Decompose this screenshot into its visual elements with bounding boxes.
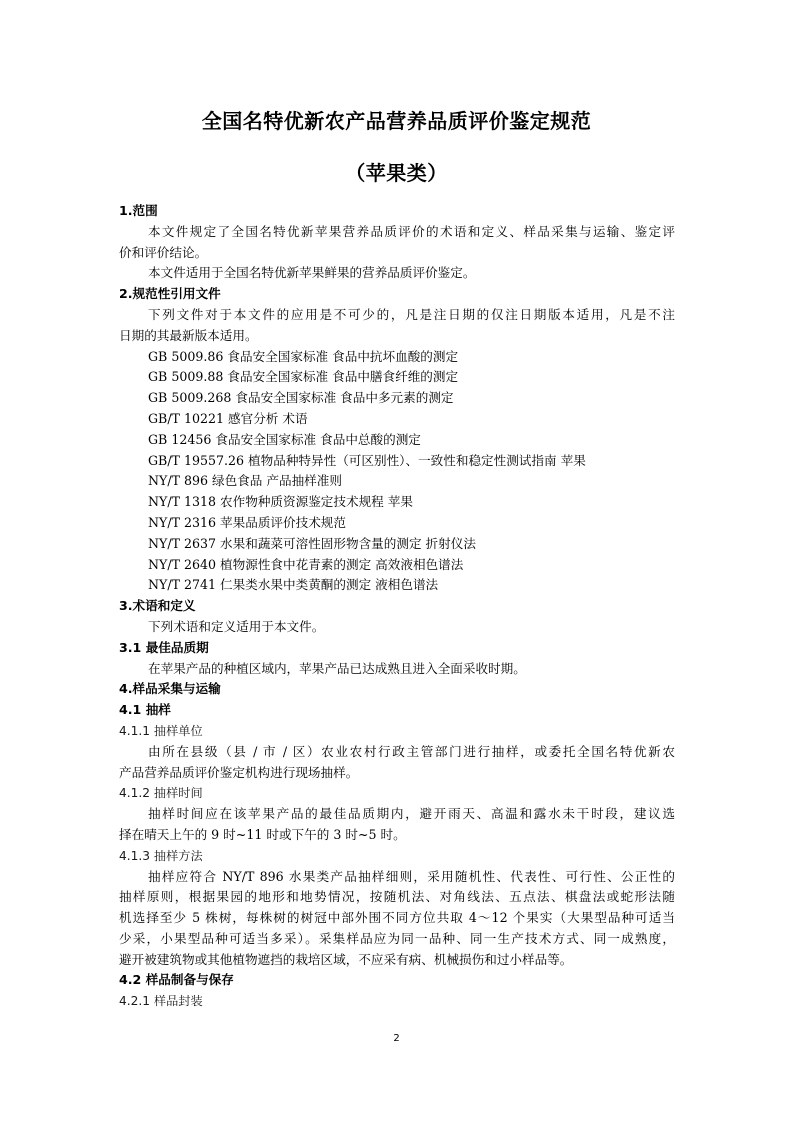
page-number: 2: [393, 1033, 400, 1044]
paragraph: 抽样应符合 NY/T 896 水果类产品抽样细则，采用随机性、代表性、可行性、公正性的: [148, 868, 675, 884]
document-title: 全国名特优新农产品营养品质评价鉴定规范: [201, 109, 592, 133]
paragraph: 本文件适用于全国名特优新苹果鲜果的营养品质评价鉴定。: [148, 265, 476, 281]
paragraph: 机选择至少 5 株树，每株树的树冠中部外围不同方位共取 4～12 个果实（大果型品种可适当: [119, 910, 675, 926]
paragraph: 日期的其最新版本适用。: [119, 327, 258, 343]
paragraph: 下列文件对于本文件的应用是不可少的，凡是注日期的仅注日期版本适用，凡是不注: [148, 306, 675, 322]
section-heading-1: 1.范围: [119, 203, 158, 218]
reference-item: GB 5009.268 食品安全国家标准 食品中多元素的测定: [148, 390, 454, 406]
paragraph: 避开被建筑物或其他植物遮挡的栽培区域，不应采有病、机械损伤和过小样品等。: [119, 951, 573, 967]
reference-item: GB/T 10221 感官分析 术语: [148, 410, 308, 426]
paragraph: 择在晴天上午的 9 时~11 时或下午的 3 时~5 时。: [119, 826, 406, 842]
reference-item: NY/T 896 绿色食品 产品抽样准则: [148, 473, 342, 489]
section-heading-4-1-3: 4.1.3 抽样方法: [119, 848, 203, 863]
reference-item: NY/T 2637 水果和蔬菜可溶性固形物含量的测定 折射仪法: [148, 535, 476, 551]
document-body: [119, 201, 675, 1012]
document-subtitle: （苹果类）: [345, 161, 448, 185]
paragraph: 价和评价结论。: [119, 244, 208, 260]
section-heading-4-1-2: 4.1.2 抽样时间: [119, 786, 203, 801]
paragraph: 下列术语和定义适用于本文件。: [148, 618, 325, 634]
section-heading-3: 3.术语和定义: [119, 598, 196, 614]
paragraph: 由所在县级（县 / 市 / 区）农业农村行政主管部门进行抽样，或委托全国名特优新农: [148, 743, 675, 759]
section-heading-4-2-1: 4.2.1 样品封装: [119, 994, 203, 1009]
reference-item: NY/T 2640 植物源性食中花青素的测定 高效液相色谱法: [148, 556, 464, 572]
paragraph: 抽样原则，根据果园的地形和地势情况，按随机法、对角线法、五点法、棋盘法或蛇形法随: [119, 889, 675, 905]
reference-item: NY/T 2316 苹果品质评价技术规范: [148, 514, 346, 530]
section-heading-4: 4.样品采集与运输: [119, 681, 221, 697]
paragraph: 少采，小果型品种可适当多采）。采集样品应为同一品种、同一生产技术方式、同一成熟度，: [119, 930, 675, 946]
section-heading-4-1: 4.1 抽样: [119, 702, 171, 718]
paragraph: 在苹果产品的种植区域内，苹果产品已达成熟且进入全面采收时期。: [148, 660, 526, 676]
section-heading-4-2: 4.2 样品制备与保存: [119, 972, 234, 988]
reference-item: GB 12456 食品安全国家标准 食品中总酸的测定: [148, 431, 421, 447]
paragraph: 抽样时间应在该苹果产品的最佳品质期内，避开雨天、高温和露水未干时段，建议选: [148, 806, 675, 822]
paragraph: 本文件规定了全国名特优新苹果营养品质评价的术语和定义、样品采集与运输、鉴定评: [148, 223, 675, 239]
reference-item: GB 5009.86 食品安全国家标准 食品中抗坏血酸的测定: [148, 348, 459, 364]
reference-item: GB/T 19557.26 植物品种特异性（可区别性）、一致性和稳定性测试指南 苹果: [148, 452, 586, 468]
reference-item: NY/T 2741 仁果类水果中类黄酮的测定 液相色谱法: [148, 577, 439, 593]
reference-item: NY/T 1318 农作物种质资源鉴定技术规程 苹果: [148, 494, 413, 510]
reference-item: GB 5009.88 食品安全国家标准 食品中膳食纤维的测定: [148, 369, 459, 385]
section-heading-3-1: 3.1 最佳品质期: [119, 639, 209, 655]
paragraph: 产品营养品质评价鉴定机构进行现场抽样。: [119, 764, 359, 780]
section-heading-2: 2.规范性引用文件: [119, 286, 221, 302]
section-heading-4-1-1: 4.1.1 抽样单位: [119, 723, 203, 738]
